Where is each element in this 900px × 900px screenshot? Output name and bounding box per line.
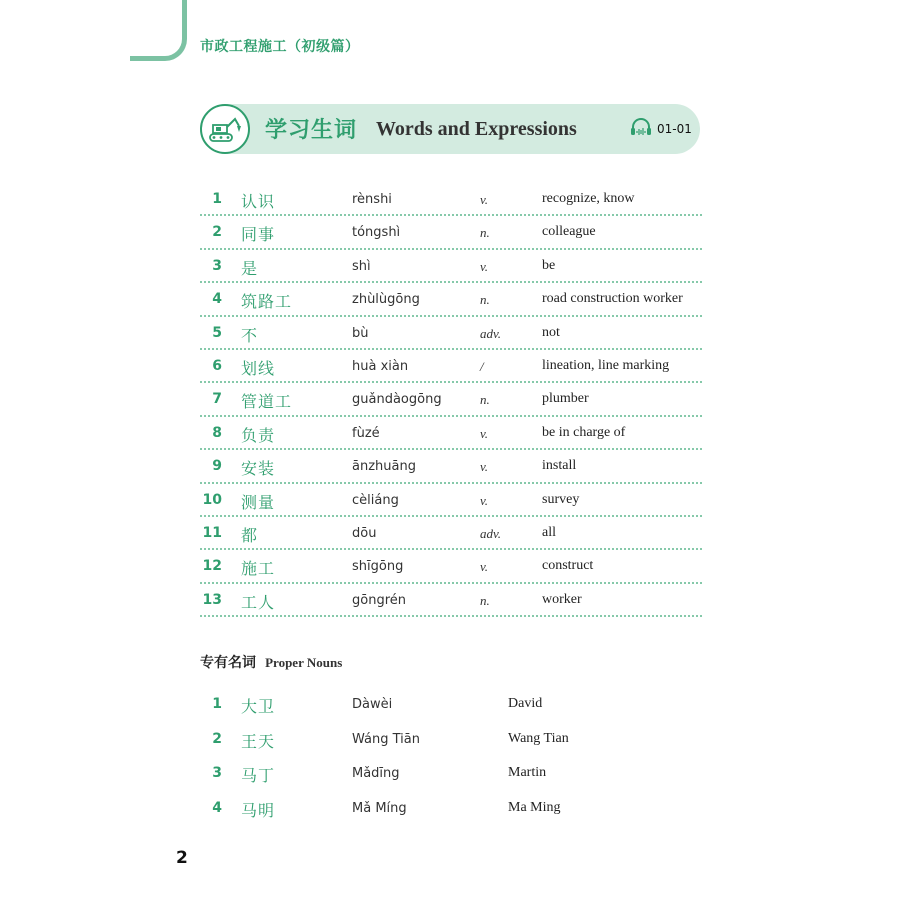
vocab-english: lineation, line marking xyxy=(542,357,670,373)
vocab-pinyin: huà xiàn xyxy=(352,358,409,374)
proper-noun-pinyin: Dàwèi xyxy=(352,697,393,712)
proper-noun-pinyin: Mǎdīng xyxy=(352,766,400,781)
vocab-row xyxy=(200,550,702,583)
vocab-row xyxy=(200,250,702,283)
proper-noun-english: Ma Ming xyxy=(508,799,561,815)
vocab-hanzi: 工人 xyxy=(241,592,276,612)
section-title-en: Words and Expressions xyxy=(376,118,577,140)
vocab-row xyxy=(200,484,702,517)
vocab-english: all xyxy=(542,524,556,540)
vocab-pinyin: shīgōng xyxy=(352,559,404,575)
vocab-row xyxy=(200,283,702,316)
proper-noun-hanzi: 马明 xyxy=(241,800,276,820)
proper-nouns-list xyxy=(200,688,702,826)
vocab-part-of-speech: v. xyxy=(480,559,489,575)
vocab-hanzi: 是 xyxy=(241,258,259,278)
proper-noun-hanzi: 王天 xyxy=(241,731,276,751)
audio-track[interactable] xyxy=(630,118,692,140)
vocab-row xyxy=(200,450,702,483)
vocab-pinyin: fùzé xyxy=(352,425,380,441)
vocab-english: worker xyxy=(542,591,582,607)
vocabulary-list xyxy=(200,183,702,617)
vocab-hanzi: 施工 xyxy=(241,559,276,579)
vocab-row xyxy=(200,383,702,416)
book-title: 市政工程施工（初级篇） xyxy=(200,39,360,55)
vocab-number: 4 xyxy=(212,291,222,308)
vocab-part-of-speech: n. xyxy=(480,592,490,608)
vocab-row xyxy=(200,350,702,383)
vocab-hanzi: 不 xyxy=(241,325,259,345)
corner-decoration xyxy=(130,0,187,61)
proper-noun-english: David xyxy=(508,696,543,711)
page-number: 2 xyxy=(176,848,188,868)
vocab-hanzi: 划线 xyxy=(241,358,276,378)
vocab-part-of-speech: v. xyxy=(480,192,489,207)
vocab-row xyxy=(200,517,702,550)
vocab-number: 3 xyxy=(212,257,222,274)
proper-noun-hanzi: 大卫 xyxy=(241,697,276,716)
proper-nouns-title-en: Proper Nouns xyxy=(265,655,343,670)
proper-noun-pinyin: Wáng Tiān xyxy=(352,731,420,747)
proper-nouns-heading xyxy=(200,652,342,672)
vocab-row xyxy=(200,417,702,450)
section-title-cn: 学习生词 xyxy=(265,118,358,143)
vocab-number: 11 xyxy=(202,524,222,541)
proper-noun-number: 3 xyxy=(212,765,222,781)
vocab-part-of-speech: n. xyxy=(480,292,490,308)
vocab-number: 1 xyxy=(212,191,222,207)
vocab-pinyin: rènshi xyxy=(352,192,392,207)
proper-nouns-title-cn: 专有名词 xyxy=(200,655,256,671)
vocab-hanzi: 都 xyxy=(241,525,259,545)
vocab-number: 13 xyxy=(202,591,222,608)
vocab-hanzi: 安装 xyxy=(241,459,276,479)
proper-noun-row xyxy=(200,792,702,827)
vocab-english: colleague xyxy=(542,224,596,240)
vocab-english: be in charge of xyxy=(542,424,626,440)
vocab-row xyxy=(200,183,702,216)
vocab-number: 6 xyxy=(212,357,222,374)
vocab-number: 2 xyxy=(212,224,222,241)
vocab-part-of-speech: n. xyxy=(480,392,490,408)
vocab-english: be xyxy=(542,257,556,273)
vocab-pinyin: zhùlùgōng xyxy=(352,292,420,308)
proper-noun-english: Wang Tian xyxy=(508,730,569,746)
vocab-row xyxy=(200,584,702,617)
vocab-english: road construction worker xyxy=(542,291,683,307)
vocab-number: 7 xyxy=(212,391,222,408)
vocab-part-of-speech: n. xyxy=(480,225,490,241)
vocab-part-of-speech: adv. xyxy=(480,325,502,341)
vocab-pinyin: dōu xyxy=(352,525,377,541)
proper-noun-number: 1 xyxy=(212,696,222,712)
proper-noun-hanzi: 马丁 xyxy=(241,766,276,785)
vocab-part-of-speech: v. xyxy=(480,425,489,441)
vocab-part-of-speech: v. xyxy=(480,492,489,508)
vocab-pinyin: tóngshì xyxy=(352,225,401,241)
proper-noun-row xyxy=(200,757,702,792)
vocab-part-of-speech: v. xyxy=(480,258,489,274)
vocab-number: 8 xyxy=(212,424,222,441)
vocab-hanzi: 认识 xyxy=(241,192,276,211)
vocab-number: 12 xyxy=(202,558,222,575)
proper-noun-row xyxy=(200,688,702,723)
vocab-hanzi: 负责 xyxy=(241,425,276,445)
vocab-english: install xyxy=(542,458,577,474)
vocab-hanzi: 筑路工 xyxy=(241,292,293,312)
vocab-pinyin: gōngrén xyxy=(352,592,406,608)
vocab-pinyin: ānzhuāng xyxy=(352,459,416,475)
audio-code: 01-01 xyxy=(657,122,692,136)
vocab-row xyxy=(200,216,702,249)
vocab-english: not xyxy=(542,324,560,340)
vocab-english: recognize, know xyxy=(542,191,635,206)
vocab-english: plumber xyxy=(542,391,589,407)
excavator-icon xyxy=(200,104,250,154)
vocab-part-of-speech: v. xyxy=(480,459,489,475)
vocab-pinyin: cèliáng xyxy=(352,492,399,508)
headphones-icon[interactable] xyxy=(630,118,652,140)
proper-noun-english: Martin xyxy=(508,765,547,780)
vocab-row xyxy=(200,317,702,350)
vocab-part-of-speech: adv. xyxy=(480,525,502,541)
vocab-hanzi: 管道工 xyxy=(241,392,293,412)
vocab-part-of-speech: / xyxy=(480,358,484,374)
proper-noun-number: 2 xyxy=(212,730,222,747)
vocab-pinyin: shì xyxy=(352,258,371,274)
vocab-english: construct xyxy=(542,558,594,574)
vocab-hanzi: 测量 xyxy=(241,492,276,512)
vocab-number: 9 xyxy=(212,458,222,475)
vocab-pinyin: bù xyxy=(352,325,369,341)
vocab-english: survey xyxy=(542,491,580,507)
vocab-pinyin: guǎndàogōng xyxy=(352,392,442,408)
proper-noun-row xyxy=(200,723,702,758)
proper-noun-number: 4 xyxy=(212,799,222,816)
vocab-number: 5 xyxy=(212,324,222,341)
vocab-hanzi: 同事 xyxy=(241,225,276,245)
vocab-number: 10 xyxy=(202,491,222,508)
proper-noun-pinyin: Mǎ Míng xyxy=(352,800,407,816)
